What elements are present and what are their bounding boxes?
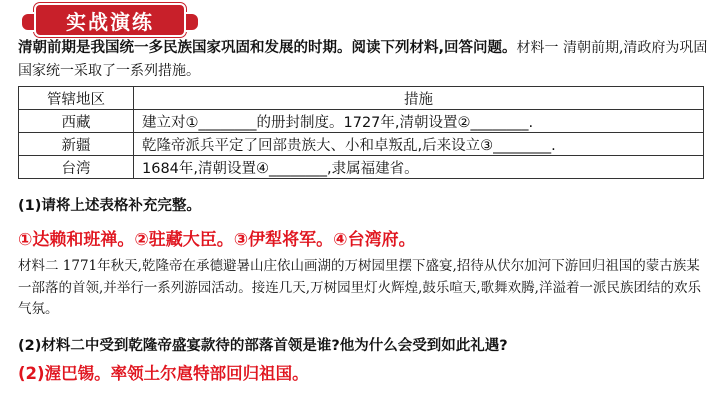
header-measure: 措施 [134, 87, 704, 110]
intro-paragraph [18, 37, 708, 83]
question-two: (2)材料二中受到乾隆帝盛宴款待的部落首领是谁?他为什么会受到如此礼遇? [18, 338, 508, 354]
table-row [19, 156, 704, 179]
row-measure: 建立对①________的册封制度。1727年,清朝设置②________. [134, 110, 704, 133]
measures-table [18, 86, 704, 179]
row-region: 台湾 [19, 156, 134, 179]
intro-lead: 清朝前期是我国统一多民族国家巩固和发展的时期。阅读下列材料,回答问题。 [18, 40, 517, 56]
material-one: 材料一 清朝前期,清政府为巩固国家统一采取了一系列措施。 [18, 40, 708, 79]
table-header-row [19, 87, 704, 110]
question-one: (1)请将上述表格补充完整。 [18, 198, 201, 214]
section-banner [36, 5, 184, 35]
table-row [19, 110, 704, 133]
row-measure: 乾隆帝派兵平定了回部贵族大、小和卓叛乱,后来设立③________. [134, 133, 704, 156]
answer-two: (2)渥巴锡。率领土尔扈特部回归祖国。 [18, 364, 309, 383]
banner-title: 实战演练 [66, 9, 154, 34]
row-region: 西藏 [19, 110, 134, 133]
row-measure: 1684年,清朝设置④________,隶属福建省。 [134, 156, 704, 179]
row-region: 新疆 [19, 133, 134, 156]
material-two: 材料二 1771年秋天,乾隆帝在承德避暑山庄依山画湖的万树园里摆下盛宴,招待从伏尔加河下游回归祖国的蒙古族某一部落的首领,并举行一系列游园活动。接连几天,万树园里灯火辉煌,鼓乐喧天,歌舞欢腾,洋溢着一派民族团结的欢乐气氛。 [18, 258, 701, 317]
table-row [19, 133, 704, 156]
header-region: 管辖地区 [19, 87, 134, 110]
answer-one: ①达赖和班禅。②驻藏大臣。③伊犁将军。④台湾府。 [18, 230, 416, 250]
